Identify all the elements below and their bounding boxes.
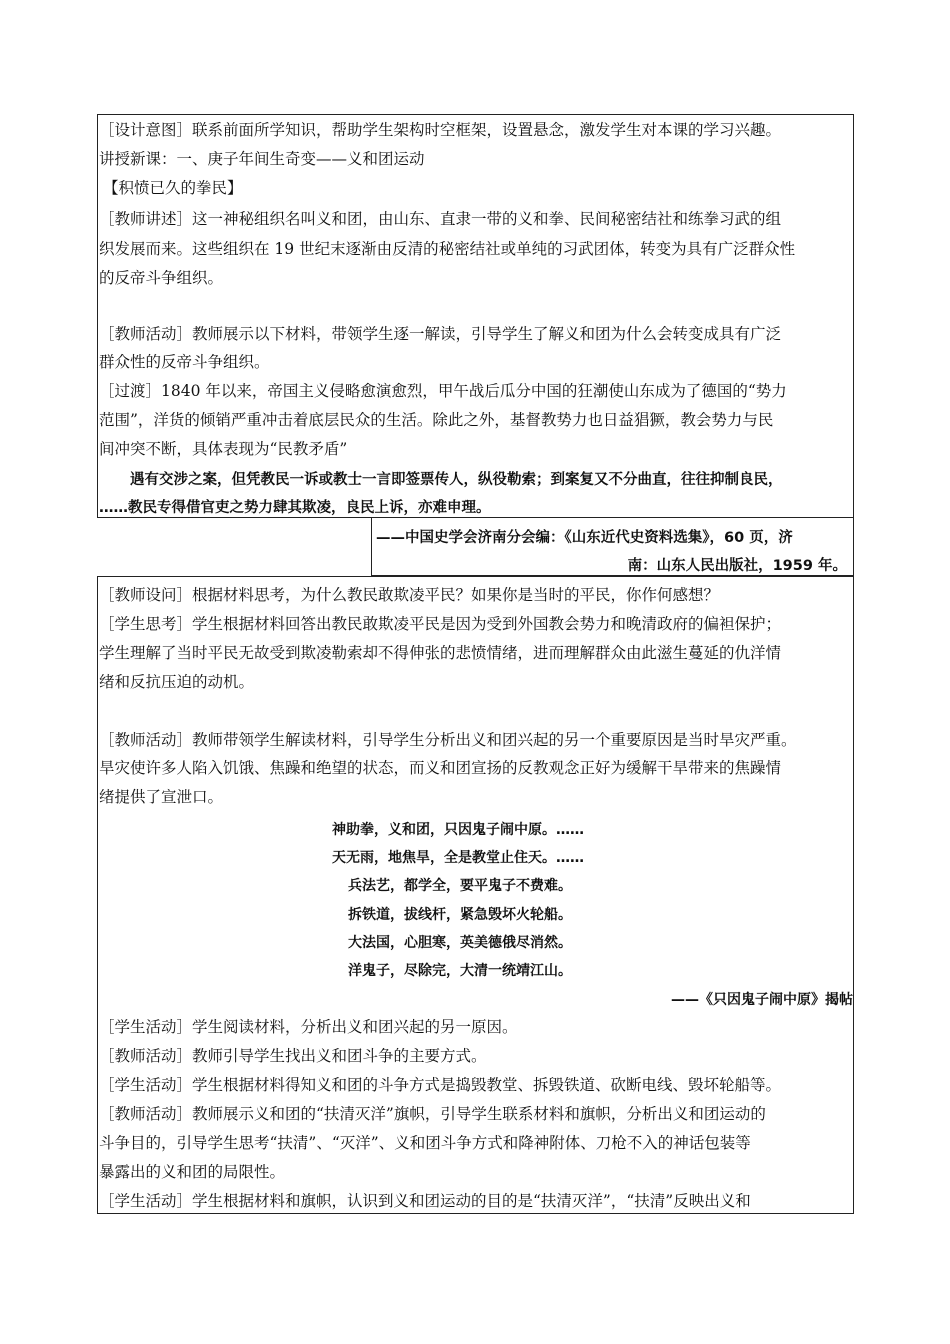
paragraph-line: 绪提供了宣泄口。 [99, 788, 224, 806]
paragraph-line: 绪和反抗压迫的动机。 [99, 673, 255, 691]
paragraph-line: ［学生活动］学生根据材料得知义和团的斗争方式是捣毁教堂、拆毁铁道、砍断电线、毁坏轮船等。 [99, 1076, 782, 1094]
paragraph-line: 群众性的反帝斗争组织。 [99, 353, 270, 371]
paragraph-line: 的反帝斗争组织。 [99, 269, 224, 287]
paragraph-line: ［教师活动］教师引导学生找出义和团斗争的主要方式。 [99, 1047, 487, 1065]
paragraph-line: ［教师活动］教师展示以下材料，带领学生逐一解读，引导学生了解义和团为什么会转变成具有广泛 [99, 325, 782, 343]
poem-line: 神助拳，义和团，只因鬼子闹中原。…… [332, 822, 584, 838]
quote-line: ……教民专得借官吏之势力肆其欺凌，良民上诉，亦难申理。 [99, 500, 491, 516]
paragraph-line: 暴露出的义和团的局限性。 [99, 1163, 286, 1181]
new-lesson-heading: 讲授新课：一、庚子年间生奇变——义和团运动 [99, 150, 425, 168]
paragraph-line: ［学生思考］学生根据材料回答出教民敢欺凌平民是因为受到外国教会势力和晚清政府的偏袒保护； [99, 615, 782, 633]
subsection-heading: 【积愤已久的拳民】 [103, 179, 243, 197]
poem-line: 大法国，心胆寒，英美德俄尽消然。 [348, 935, 572, 951]
paragraph-line: 范围”，洋货的倾销严重冲击着底层民众的生活。除此之外，基督教势力也日益猖獗，教会势力与民 [99, 411, 774, 429]
paragraph-line: ［学生活动］学生阅读材料，分析出义和团兴起的另一原因。 [99, 1018, 518, 1036]
paragraph-line: ［学生活动］学生根据材料和旗帜，认识到义和团运动的目的是“扶清灭洋”，“扶清”反映出义和 [99, 1192, 751, 1210]
paragraph-line: ［教师活动］教师展示义和团的“扶清灭洋”旗帜，引导学生联系材料和旗帜，分析出义和团运动的 [99, 1105, 766, 1123]
poem-line: 拆铁道，拔线杆，紧急毁坏火轮船。 [348, 907, 572, 923]
paragraph-line: 旱灾使许多人陷入饥饿、焦躁和绝望的状态，而义和团宣扬的反教观念正好为缓解干旱带来的焦躁情 [99, 759, 782, 777]
poem-line: 天无雨，地焦旱，全是教堂止住天。…… [332, 850, 584, 866]
paragraph-line: 织发展而来。这些组织在 19 世纪末逐渐由反清的秘密结社或单纯的习武团体，转变为具有广泛群众性 [99, 240, 796, 258]
quote-line: 遇有交涉之案，但凭教民一诉或教士一言即签票传人，纵役勒索；到案复又不分曲直，往往抑制良民， [130, 472, 783, 488]
citation-line: 南：山东人民出版社，1959 年。 [627, 558, 847, 574]
poem-line: 兵法艺，都学全，要平鬼子不费难。 [348, 878, 572, 894]
poem-source: ——《只因鬼子闹中原》揭帖 [671, 992, 853, 1008]
design-intent-line: ［设计意图］联系前面所学知识，帮助学生架构时空框架，设置悬念，激发学生对本课的学习兴趣。 [99, 121, 782, 139]
paragraph-line: ［教师讲述］这一神秘组织名叫义和团，由山东、直隶一带的义和拳、民间秘密结社和练拳习武的组 [99, 210, 782, 228]
paragraph-line: ［教师活动］教师带领学生解读材料，引导学生分析出义和团兴起的另一个重要原因是当时旱灾严重。 [99, 731, 797, 749]
paragraph-line: 间冲突不断，具体表现为“民教矛盾” [99, 440, 348, 458]
paragraph-line: 斗争目的，引导学生思考“扶清”、“灭洋”、义和团斗争方式和降神附体、刀枪不入的神话包装等 [99, 1134, 751, 1152]
citation-line: ——中国史学会济南分会编：《山东近代史资料选集》，60 页，济 [376, 530, 793, 546]
paragraph-line: ［过渡］1840 年以来，帝国主义侵略愈演愈烈，甲午战后瓜分中国的狂潮使山东成为了德国的“势力 [99, 382, 787, 400]
poem-line: 洋鬼子，尽除完，大清一统靖江山。 [348, 963, 572, 979]
paragraph-line: ［教师设问］根据材料思考，为什么教民敢欺凌平民？如果你是当时的平民，你作何感想？ [99, 586, 720, 604]
paragraph-line: 学生理解了当时平民无故受到欺凌勒索却不得伸张的悲愤情绪，进而理解群众由此滋生蔓延的仇洋情 [99, 644, 782, 662]
